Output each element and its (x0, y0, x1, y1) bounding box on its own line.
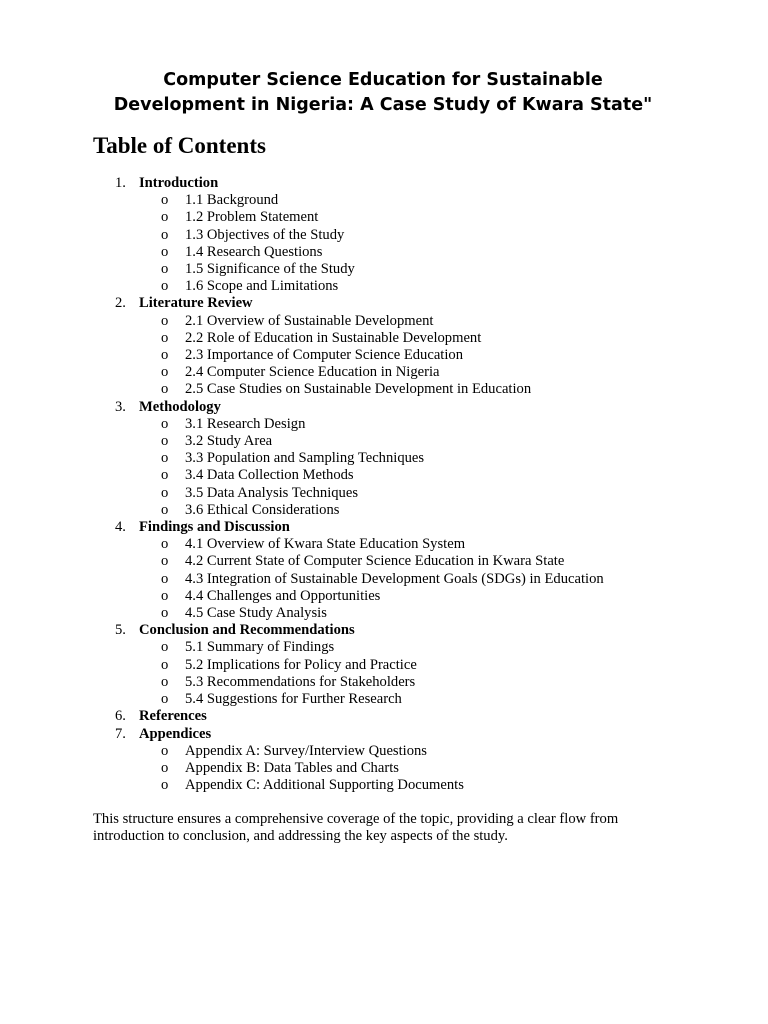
subsection-title: 4.3 Integration of Sustainable Development Goals (SDGs) in Education (185, 570, 604, 587)
section-title: Appendices (139, 725, 212, 742)
toc-subsection (93, 261, 713, 278)
section-number: 6. (115, 708, 126, 725)
subsection-title: 2.2 Role of Education in Sustainable Development (185, 329, 482, 346)
toc-section (93, 519, 713, 536)
toc-section (93, 622, 713, 639)
subsection-title: Appendix A: Survey/Interview Questions (185, 742, 427, 759)
toc-subsection (93, 192, 713, 209)
toc-subsection (93, 278, 713, 295)
subsection-title: 1.3 Objectives of the Study (185, 226, 345, 243)
hollow-bullet-icon: o (161, 639, 169, 656)
subsection-title: Appendix C: Additional Supporting Documents (185, 777, 464, 794)
subsection-title: 4.4 Challenges and Opportunities (185, 587, 381, 604)
subsection-title: 1.2 Problem Statement (185, 209, 319, 226)
toc-section (93, 175, 713, 192)
toc-subsection (93, 244, 713, 261)
toc-subsection (93, 227, 713, 244)
hollow-bullet-icon: o (161, 587, 169, 604)
subsection-title: 5.2 Implications for Policy and Practice (185, 656, 417, 673)
hollow-bullet-icon: o (161, 553, 169, 570)
subsection-title: 4.5 Case Study Analysis (185, 605, 327, 622)
hollow-bullet-icon: o (161, 742, 169, 759)
toc-subsection (93, 571, 713, 588)
subsection-title: 3.3 Population and Sampling Techniques (185, 450, 425, 467)
hollow-bullet-icon: o (161, 364, 169, 381)
subsection-title: 1.4 Research Questions (185, 243, 323, 260)
toc-subsection (93, 760, 713, 777)
section-title: Methodology (139, 398, 221, 415)
section-number: 5. (115, 622, 126, 639)
subsection-title: 4.2 Current State of Computer Science Education in Kwara State (185, 553, 565, 570)
subsection-title: 3.2 Study Area (185, 433, 273, 450)
toc-section (93, 399, 713, 416)
hollow-bullet-icon: o (161, 278, 169, 295)
toc-subsection (93, 639, 713, 656)
toc-section (93, 708, 713, 725)
hollow-bullet-icon: o (161, 381, 169, 398)
toc-subsection (93, 691, 713, 708)
hollow-bullet-icon: o (161, 673, 169, 690)
hollow-bullet-icon: o (161, 192, 169, 209)
subsection-title: 4.1 Overview of Kwara State Education System (185, 536, 466, 553)
toc-subsection (93, 313, 713, 330)
subsection-title: Appendix B: Data Tables and Charts (185, 759, 399, 776)
hollow-bullet-icon: o (161, 777, 169, 794)
closing-paragraph: This structure ensures a comprehensive coverage of the topic, providing a clear flow from introduction to conclusion, and addressing the key aspects of the study. (93, 811, 619, 845)
toc-subsection (93, 347, 713, 364)
section-title: References (139, 708, 207, 725)
section-title: Findings and Discussion (139, 519, 290, 536)
toc-subsection (93, 502, 713, 519)
subsection-title: 3.5 Data Analysis Techniques (185, 484, 358, 501)
subsection-title: 2.5 Case Studies on Sustainable Development in Education (185, 381, 532, 398)
hollow-bullet-icon: o (161, 261, 169, 278)
subsection-title: 1.6 Scope and Limitations (185, 278, 339, 295)
table-of-contents (93, 175, 713, 794)
toc-subsection (93, 209, 713, 226)
hollow-bullet-icon: o (161, 501, 169, 518)
section-title: Conclusion and Recommendations (139, 622, 355, 639)
toc-subsection (93, 605, 713, 622)
hollow-bullet-icon: o (161, 570, 169, 587)
hollow-bullet-icon: o (161, 536, 169, 553)
hollow-bullet-icon: o (161, 329, 169, 346)
hollow-bullet-icon: o (161, 656, 169, 673)
toc-subsection (93, 467, 713, 484)
subsection-title: 2.3 Importance of Computer Science Education (185, 347, 464, 364)
section-number: 1. (115, 175, 126, 191)
subsection-title: 3.6 Ethical Considerations (185, 501, 340, 518)
toc-subsection (93, 588, 713, 605)
document-title: Computer Science Education for Sustainable Development in Nigeria: A Case Study of Kwara State" (113, 70, 653, 115)
subsection-title: 2.4 Computer Science Education in Nigeria (185, 364, 440, 381)
toc-section (93, 295, 713, 312)
toc-subsection (93, 364, 713, 381)
hollow-bullet-icon: o (161, 759, 169, 776)
section-title: Introduction (139, 175, 219, 191)
hollow-bullet-icon: o (161, 433, 169, 450)
subsection-title: 1.1 Background (185, 192, 279, 209)
hollow-bullet-icon: o (161, 415, 169, 432)
toc-section (93, 726, 713, 743)
subsection-title: 5.1 Summary of Findings (185, 639, 335, 656)
subsection-title: 5.3 Recommendations for Stakeholders (185, 673, 416, 690)
hollow-bullet-icon: o (161, 691, 169, 708)
subsection-title: 5.4 Suggestions for Further Research (185, 691, 402, 708)
hollow-bullet-icon: o (161, 347, 169, 364)
toc-subsection (93, 743, 713, 760)
toc-subsection (93, 657, 713, 674)
toc-subsection (93, 553, 713, 570)
toc-heading: Table of Contents (93, 133, 266, 158)
toc-subsection (93, 536, 713, 553)
hollow-bullet-icon: o (161, 484, 169, 501)
toc-subsection (93, 674, 713, 691)
section-title: Literature Review (139, 295, 253, 312)
toc-subsection (93, 433, 713, 450)
toc-subsection (93, 381, 713, 398)
section-number: 3. (115, 398, 126, 415)
section-number: 2. (115, 295, 126, 312)
hollow-bullet-icon: o (161, 605, 169, 622)
hollow-bullet-icon: o (161, 226, 169, 243)
hollow-bullet-icon: o (161, 209, 169, 226)
hollow-bullet-icon: o (161, 450, 169, 467)
toc-subsection (93, 777, 713, 794)
toc-subsection (93, 450, 713, 467)
toc-subsection (93, 485, 713, 502)
hollow-bullet-icon: o (161, 312, 169, 329)
section-number: 7. (115, 725, 126, 742)
hollow-bullet-icon: o (161, 467, 169, 484)
subsection-title: 3.1 Research Design (185, 415, 306, 432)
subsection-title: 2.1 Overview of Sustainable Development (185, 312, 434, 329)
subsection-title: 1.5 Significance of the Study (185, 261, 355, 278)
hollow-bullet-icon: o (161, 243, 169, 260)
section-number: 4. (115, 519, 126, 536)
toc-subsection (93, 330, 713, 347)
subsection-title: 3.4 Data Collection Methods (185, 467, 354, 484)
toc-subsection (93, 416, 713, 433)
